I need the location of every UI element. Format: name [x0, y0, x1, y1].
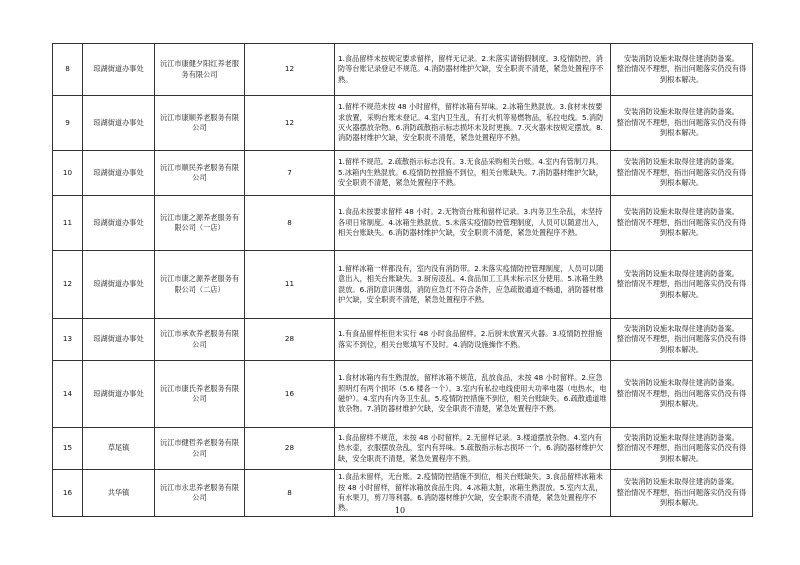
problems-cell: 1.有食品留样柜但未实行 48 小时食品留样。2.后厨未放置灭火器。3.疫情防控措施落实不到位，相关台账填写不及时。4.消防设施操作不熟。	[335, 319, 611, 361]
result-line-rectification: 整治情况不理想，指出问题落实仍没有得到根本解决。	[616, 167, 747, 188]
problems-cell: 1.食品留样未按规定要求留样，留样无记录。2.未落实请销假制度。3.疫情防控，消防等台账记录登记不规范。4.消防器材维护欠缺，安全职责不清楚，紧急处置程序不熟。	[335, 44, 611, 96]
table-row	[53, 151, 753, 196]
street-cell: 琼湖街道办事处	[83, 251, 155, 319]
result-cell	[611, 251, 753, 319]
result-line-fire-filing: 安装消防设施未取得住建消防备案。	[623, 53, 739, 63]
street-cell: 共华镇	[83, 470, 155, 517]
result-line-fire-filing: 安装消防设施未取得住建消防备案。	[623, 323, 739, 333]
organization-cell: 沅江市顺民养老服务有限公司	[155, 151, 245, 196]
result-line-rectification: 整治情况不理想，指出问题落实仍没有得到根本解决。	[616, 279, 747, 299]
result-cell	[611, 428, 753, 470]
table-row	[53, 251, 753, 319]
result-line-rectification: 整治情况不理想，指出问题落实仍没有得到根本解决。	[616, 217, 747, 238]
table-row	[53, 44, 753, 96]
result-line-fire-filing: 安装消防设施未取得住建消防备案。	[623, 477, 739, 487]
result-cell	[611, 44, 753, 96]
problems-cell: 1.食品未按要求留样 48 小时。2.无物资台账和留样记录。3.内务卫生杂乱，未坚持各项日常制度。4.冰箱生熟混放。5.未落实疫情防控管理制度，人员可以随意出入，相关台账缺失。6.消防器材维护欠缺，安全职责不清楚，紧急处置程序不熟。	[335, 196, 611, 251]
result-cell	[611, 196, 753, 251]
street-cell: 琼湖街道办事处	[83, 361, 155, 428]
organization-cell: 沅江市康健夕阳红养老服务有限公司	[155, 44, 245, 96]
table-row	[53, 319, 753, 361]
street-cell: 琼湖街道办事处	[83, 196, 155, 251]
count-cell: 7	[245, 151, 335, 196]
result-line-fire-filing: 安装消防设施未取得住建消防备案。	[623, 378, 739, 388]
row-number-cell: 10	[53, 151, 83, 196]
result-line-rectification: 整治情况不理想，指出问题落实仍没有得到根本解决。	[616, 334, 747, 354]
result-line-rectification: 整治情况不理想，指出问题落实仍没有得到根本解决。	[616, 487, 747, 508]
street-cell: 草尾镇	[83, 428, 155, 470]
row-number-cell: 14	[53, 361, 83, 428]
row-number-cell: 11	[53, 196, 83, 251]
street-cell: 琼湖街道办事处	[83, 151, 155, 196]
result-cell	[611, 319, 753, 361]
street-cell: 琼湖街道办事处	[83, 319, 155, 361]
organization-cell: 沅江市康之源养老服务有限公司（一店）	[155, 196, 245, 251]
row-number-cell: 16	[53, 470, 83, 517]
result-line-fire-filing: 安装消防设施未取得住建消防备案。	[623, 207, 739, 217]
result-line-fire-filing: 安装消防设施未取得住建消防备案。	[623, 157, 739, 167]
problems-cell: 1.留样不规范。2.疏散指示标志没有。3.无食品采购相关台账。4.室内有管制刀具。5.冰箱内生熟混放。6.疫情防控措施不到位，相关台账缺失。7.消防器材维护欠缺，安全职责不清楚，紧急处置程序不熟。	[335, 151, 611, 196]
street-cell: 琼湖街道办事处	[83, 44, 155, 96]
count-cell: 28	[245, 428, 335, 470]
organization-cell: 沅江市康氏养老服务有限公司	[155, 361, 245, 428]
result-line-fire-filing: 安装消防设施未取得住建消防备案。	[623, 432, 739, 442]
count-cell: 12	[245, 96, 335, 151]
problems-cell: 1.留样不规范未按 48 小时留样，留样冰箱有异味。2.冰箱生熟混放。3.食材未按要求放置，采购台账未登记。4.室内卫生乱，有打火机等易燃物品，私拉电线。5.消防灭火器摆放杂物。6.消防疏散指示标志损坏未及时更换。7.灭火器未按规定摆放。8.消防器材维护欠缺，安全职责不清楚，紧急处置程序不熟。	[335, 96, 611, 151]
result-line-rectification: 整治情况不理想，指出问题落实仍没有得到根本解决。	[616, 117, 747, 138]
count-cell: 16	[245, 361, 335, 428]
result-line-fire-filing: 安装消防设施未取得住建消防备案。	[623, 268, 739, 278]
inspection-table	[52, 43, 753, 517]
table-row	[53, 96, 753, 151]
result-line-rectification: 整治情况不理想，指出问题落实仍没有得到根本解决。	[616, 388, 747, 409]
row-number-cell: 9	[53, 96, 83, 151]
organization-cell: 沅江市康顺养老服务有限公司	[155, 96, 245, 151]
organization-cell: 沅江市康之源养老服务有限公司（二店）	[155, 251, 245, 319]
table-row	[53, 361, 753, 428]
row-number-cell: 8	[53, 44, 83, 96]
row-number-cell: 15	[53, 428, 83, 470]
problems-cell: 1.留样冰箱一样都没有，室内没有消防带。2.未落实疫情防控管理制度，人员可以随意出入，相关台账缺失。3.厨房凌乱。4.食品加工工具未标示区分使用。5.冰箱生熟混放。6.消防意识薄弱，消防应急灯不符合条件，应急疏散通道不畅通，消防器材维护欠缺，安全职责不清楚，紧急处置程序不熟。	[335, 251, 611, 319]
count-cell: 11	[245, 251, 335, 319]
count-cell: 28	[245, 319, 335, 361]
result-cell	[611, 151, 753, 196]
problems-cell: 1.食材冰箱内有生熟混放，留样冰箱不规范，乱放食品，未按 48 小时留样。2.应急照明灯有两个损坏（5.6 楼各一个）。3.室内有私拉电线使用大功率电器（电热水，电磁炉）。4.室内有内务卫生乱。5.疫情防控措施不到位，相关台账缺失。6.疏散通道堆放杂物。7.消防器材维护欠缺，安全职责不清楚，紧急处置程序不熟。	[335, 361, 611, 428]
result-line-fire-filing: 安装消防设施未取得住建消防备案。	[623, 107, 739, 117]
result-line-rectification: 整治情况不理想，指出问题落实仍没有得到根本解决。	[616, 443, 747, 463]
result-cell	[611, 96, 753, 151]
result-cell	[611, 361, 753, 428]
table-body	[53, 44, 753, 517]
organization-cell: 沅江市承欢养老服务有限公司	[155, 319, 245, 361]
street-cell: 琼湖街道办事处	[83, 96, 155, 151]
problems-cell: 1.食品留样不规范，未按 48 小时留样。2.无留样记录。3.楼道摆放杂物。4.室内有热水壶，衣服摆放杂乱，室内有异味。5.疏散指示标志损坏一个。6.消防器材维护欠缺，安全职责不清楚，紧急处置程序不熟。	[335, 428, 611, 470]
count-cell: 12	[245, 44, 335, 96]
problems-cell: 1.食品未留样，无台账。2.疫情防控措施不到位，相关台账缺失。3.食品留样冰箱未按 48 小时留样，留样冰箱放食品生肉。4.冰箱太脏，冰箱生熟混放。5.室内太乱，有水果刀，剪刀等利器。6.消防器材维护欠缺，安全职责不清楚，紧急处置程序不熟。	[335, 470, 611, 517]
result-line-rectification: 整治情况不理想，指出问题落实仍没有得到根本解决。	[616, 64, 747, 84]
page-number: 10	[394, 506, 406, 515]
table-row	[53, 428, 753, 470]
count-cell: 8	[245, 196, 335, 251]
organization-cell: 沅江市健哲养老服务有限公司	[155, 428, 245, 470]
row-number-cell: 12	[53, 251, 83, 319]
organization-cell: 沅江市永忠养老服务有限公司	[155, 470, 245, 517]
count-cell: 8	[245, 470, 335, 517]
table-row	[53, 196, 753, 251]
row-number-cell: 13	[53, 319, 83, 361]
